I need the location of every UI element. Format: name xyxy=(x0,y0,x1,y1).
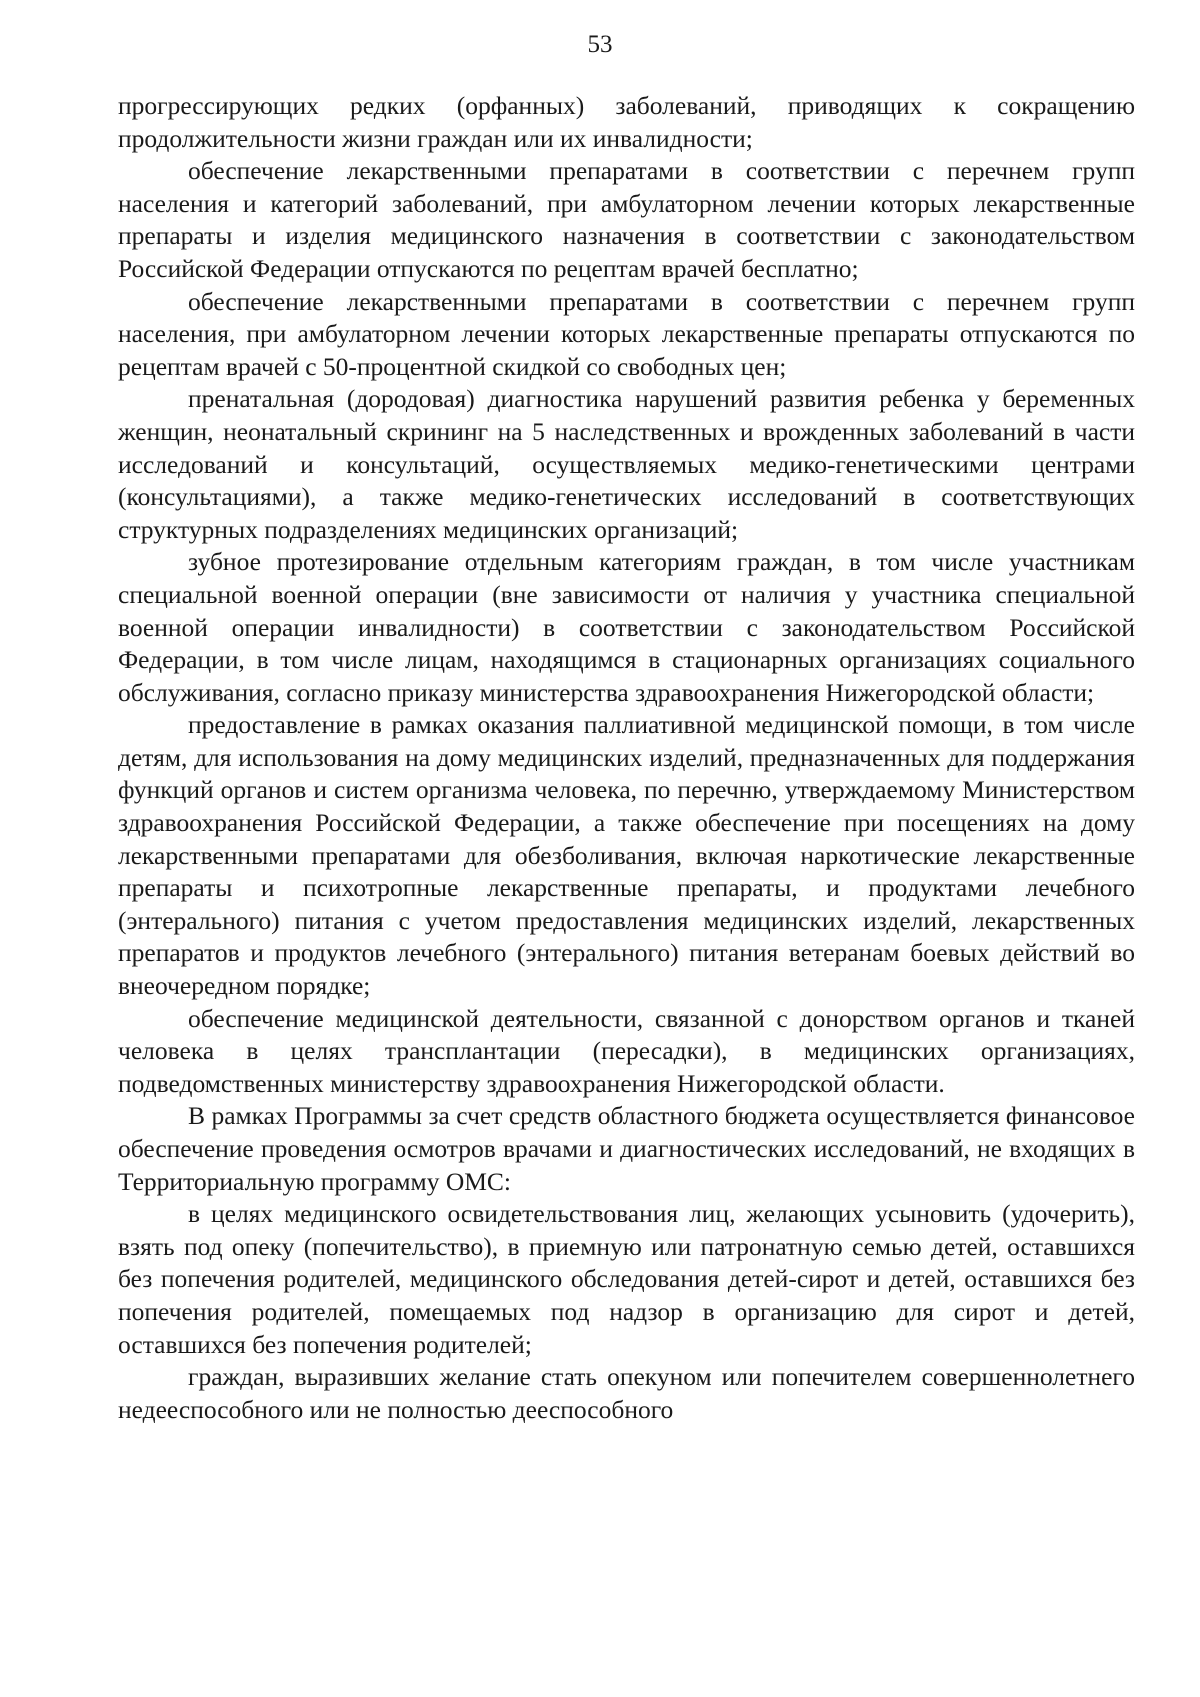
paragraph-adoption-examination: в целях медицинского освидетельствования лиц, желающих усыновить (удочерить), взять под опеку (попечительство), в приемную или патронатную семью детей, оставшихся без попечения родителей, медицинского обследования детей-сирот и детей, оставшихся без попечения родителей, помещаемых под надзор в организацию для сирот и детей, оставшихся без попечения родителей; xyxy=(118,1199,1135,1359)
paragraph-continuation: прогрессирующих редких (орфанных) заболеваний, приводящих к сокращению продолжительности жизни граждан или их инвалидности; xyxy=(118,91,1135,153)
paragraph-prenatal-diagnostics: пренатальная (дородовая) диагностика нарушений развития ребенка у беременных женщин, неонатальный скрининг на 5 наследственных и врожденных заболеваний в части исследований и консультаций, осуществляемых медико-генетическими центрами (консультациями), а также медико-генетических исследований в соответствующих структурных подразделениях медицинских организаций; xyxy=(118,384,1135,544)
page-number: 53 xyxy=(587,31,613,58)
paragraph-dental-prosthetics: зубное протезирование отдельным категориям граждан, в том числе участникам специальной военной операции (вне зависимости от наличия у участника специальной военной операции инвалидности) в соответствии с законодательством Российской Федерации, в том числе лицам, находящимся в стационарных организациях социального обслуживания, согласно приказу министерства здравоохранения Нижегородской области; xyxy=(118,547,1135,707)
paragraph-discount-medicines: обеспечение лекарственными препаратами в соответствии с перечнем групп населения, при амбулаторном лечении которых лекарственные препараты отпускаются по рецептам врачей с 50-процентной скидкой со свободных цен; xyxy=(118,286,1135,381)
paragraph-palliative-care: предоставление в рамках оказания паллиативной медицинской помощи, в том числе детям, для использования на дому медицинских изделий, предназначенных для поддержания функций органов и систем организма человека, по перечню, утверждаемому Министерством здравоохранения Российской Федерации, а также обеспечение при посещениях на дому лекарственными препаратами для обезболивания, включая наркотические лекарственные препараты и психотропные лекарственные препараты, и продуктами лечебного (энтерального) питания с учетом предоставления медицинских изделий, лекарственных препаратов и продуктов лечебного (энтерального) питания ветеранам боевых действий во внеочередном порядке; xyxy=(118,710,1135,1001)
paragraph-organ-donation: обеспечение медицинской деятельности, связанной с донорством органов и тканей человека в целях трансплантации (пересадки), в медицинских организациях, подведомственных министерству здравоохранения Нижегородской области. xyxy=(118,1003,1135,1098)
document-body xyxy=(118,90,1135,1426)
paragraph-program-financing: В рамках Программы за счет средств областного бюджета осуществляется финансовое обеспечение проведения осмотров врачами и диагностических исследований, не входящих в Территориальную программу ОМС: xyxy=(118,1101,1135,1196)
paragraph-free-medicines: обеспечение лекарственными препаратами в соответствии с перечнем групп населения и категорий заболеваний, при амбулаторном лечении которых лекарственные препараты и изделия медицинского назначения в соответствии с законодательством Российской Федерации отпускаются по рецептам врачей бесплатно; xyxy=(118,156,1135,283)
paragraph-guardianship-examination: граждан, выразивших желание стать опекуном или попечителем совершеннолетнего недееспособного или не полностью дееспособного xyxy=(118,1362,1135,1424)
